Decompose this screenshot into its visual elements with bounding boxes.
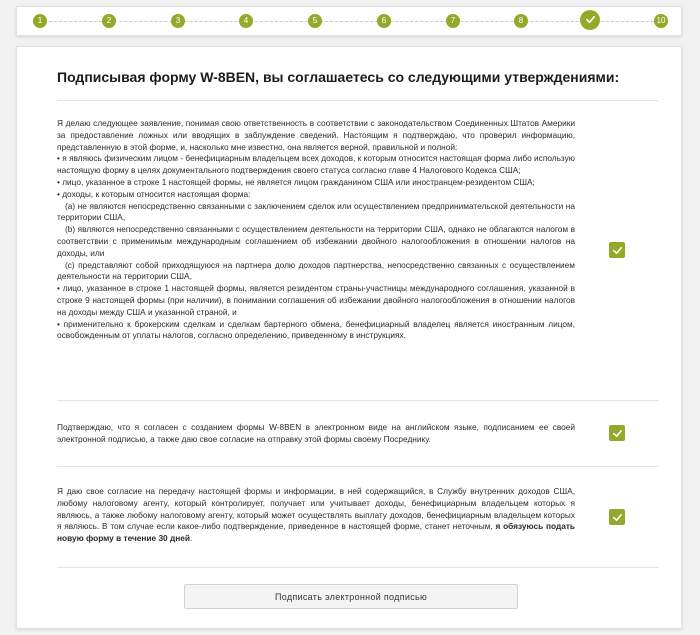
- page-title: Подписывая форму W-8BEN, вы соглашаетесь со следующими утверждениями:: [57, 69, 620, 85]
- step-4: 4: [239, 14, 253, 28]
- statement-text: Подтверждаю, что я согласен с созданием формы W-8BEN в электронном виде на английском языке, подписанием ее своей электронной подписью, а также даю свое согласие на отправку этой формы своему Посреднику.: [57, 422, 575, 444]
- check-icon: [612, 245, 623, 256]
- check-icon: [612, 428, 623, 439]
- statement-text: [57, 486, 575, 545]
- statement-text-main: Я даю свое согласие на передачу настоящей формы и информации, в ней содержащийся, в Службу внутренних доходов США, любому налоговому агенту, который контролирует, получает или учитывает доходы, бенефициарным владельцем которых я являюсь, а также любому налоговому агенту, который может осуществлять выплату доходов, бенефициарным владельцем которых я являюсь. В том случае если какое-либо подтверждение, приведенное в настоящей форме, станет неточным,: [57, 486, 575, 532]
- statement-subitem: (a) не являются непосредственно связанными с заключением сделок или осуществлением предпринимательской деятельности на территории США,: [57, 200, 575, 223]
- divider: [57, 100, 659, 101]
- step-7: 7: [446, 14, 460, 28]
- agree-checkbox-1[interactable]: [609, 242, 625, 258]
- statement-section-1: [57, 118, 575, 342]
- statement-item: • я являюсь физическим лицом - бенефициарным владельцем всех доходов, к которым относится настоящая форма либо использую настоящую форму в целях документального подтверждения своего статуса согласно главе 4 Налогового Кодекса США;: [57, 153, 575, 176]
- statement-text-bold: я обязуюсь подать новую форму в течение 30 дней: [57, 521, 575, 544]
- step-5: 5: [308, 14, 322, 28]
- check-icon: [612, 512, 623, 523]
- statement-section-3: [57, 486, 575, 545]
- statement-subitem: (c) представляют собой приходящуюся на партнера долю доходов партнерства, непосредственно связанных с осуществлением деятельности на территории США,: [57, 259, 575, 282]
- statement-item: • применительно к брокерским сделкам и сделкам бартерного обмена, бенефициарный владелец является иностранным лицом, освобожденным от уплаты налогов, согласно определению, приведенному в инструкциях.: [57, 318, 575, 341]
- divider: [57, 400, 659, 401]
- w8ben-agreement-card: [16, 46, 682, 629]
- progress-stepper: [16, 6, 682, 36]
- sign-electronically-button[interactable]: Подписать электронной подписью: [184, 584, 518, 609]
- step-2: 2: [102, 14, 116, 28]
- statement-item: • лицо, указанное в строке 1 настоящей формы, является резидентом страны-участницы международного соглашения, указанной в строке 9 настоящей формы (при наличии), в понимании соглашения об избежании двойного налогообложения в отношении налогов на доходы между США и указанной страной, и: [57, 283, 575, 317]
- step-3: 3: [171, 14, 185, 28]
- statement-intro: Я делаю следующее заявление, понимая свою ответственность в соответствии с законодательством Соединенных Штатов Америки за предоставление ложных или вводящих в заблуждение сведений. Настоящим я подтверждаю, что проверил информацию, представленную в этой форме, и, насколько мне известно, она является верной, правильной и полной:: [57, 118, 575, 152]
- statement-subitem: (b) являются непосредственно связанными с осуществлением деятельности на территории США, однако не облагаются налогом в соответствии с применимым международным соглашением об избежании двойного налогообложения в отношении налогов на доходы, или: [57, 224, 575, 258]
- stepper-line: [39, 21, 659, 22]
- statement-item: • лицо, указанное в строке 1 настоящей формы, не является лицом гражданином США или иностранцем-резидентом США;: [57, 176, 535, 187]
- divider: [57, 466, 659, 467]
- divider: [57, 567, 659, 568]
- step-8: 8: [514, 14, 528, 28]
- statement-item: • доходы, к которым относится настоящая форма:: [57, 188, 251, 199]
- step-9-completed: [580, 10, 600, 30]
- statement-section-2: [57, 422, 575, 446]
- check-icon: [585, 14, 596, 25]
- statement-text-end: .: [189, 533, 193, 544]
- agree-checkbox-3[interactable]: [609, 509, 625, 525]
- step-1: 1: [33, 14, 47, 28]
- step-10: 10: [654, 14, 668, 28]
- agree-checkbox-2[interactable]: [609, 425, 625, 441]
- step-6: 6: [377, 14, 391, 28]
